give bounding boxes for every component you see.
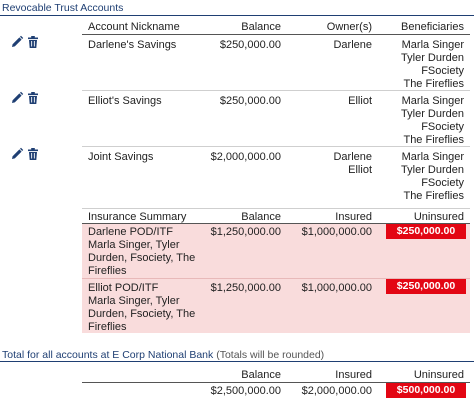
total-insured: $2,000,000.00 [301, 385, 372, 397]
summary-label-line: Darlene POD/ITF [88, 226, 173, 238]
account-beneficiaries [380, 39, 464, 91]
summary-label-line: Fireflies [88, 265, 127, 277]
trash-icon[interactable] [26, 147, 40, 161]
trash-icon[interactable] [26, 35, 40, 49]
header-total-insured: Insured [335, 369, 372, 381]
header-total-balance: Balance [241, 369, 281, 381]
beneficiary: FSociety [421, 177, 464, 189]
section-title-total [2, 349, 324, 361]
uninsured-badge: $250,000.00 [386, 224, 466, 239]
uninsured-badge: $250,000.00 [386, 279, 466, 294]
trash-icon[interactable] [26, 91, 40, 105]
beneficiary: The Fireflies [403, 134, 464, 146]
account-beneficiaries [380, 95, 464, 147]
section-divider [0, 361, 474, 362]
summary-insured: $1,000,000.00 [301, 282, 372, 294]
total-note: (Totals will be rounded) [216, 349, 325, 361]
pencil-icon[interactable] [10, 147, 24, 161]
header-summary-balance: Balance [241, 211, 281, 223]
total-title: Total for all accounts at E Corp National Bank [2, 349, 214, 361]
summary-label-line: Marla Singer, Tyler [88, 295, 180, 307]
row-divider [82, 146, 470, 147]
pencil-icon[interactable] [10, 35, 24, 49]
account-nickname: Darlene's Savings [88, 39, 177, 51]
header-uninsured: Uninsured [413, 211, 464, 223]
beneficiary: FSociety [421, 121, 464, 133]
beneficiary: Marla Singer [401, 39, 464, 51]
account-nickname: Elliot's Savings [88, 95, 162, 107]
account-balance: $2,000,000.00 [210, 151, 281, 163]
header-owners: Owner(s) [326, 21, 372, 33]
account-owners [290, 151, 372, 177]
account-owner: Darlene [333, 151, 372, 163]
beneficiary: FSociety [421, 65, 464, 77]
beneficiary: Marla Singer [401, 151, 464, 163]
summary-balance: $1,250,000.00 [210, 282, 281, 294]
summary-balance: $1,250,000.00 [210, 226, 281, 238]
beneficiary: The Fireflies [403, 78, 464, 90]
summary-label-line: Marla Singer, Tyler [88, 239, 180, 251]
header-total-uninsured: Uninsured [413, 369, 464, 381]
beneficiary: Tyler Durden [401, 52, 464, 64]
table-header-divider [82, 34, 470, 35]
account-balance: $250,000.00 [219, 95, 281, 107]
row-divider [82, 90, 470, 91]
summary-insured: $1,000,000.00 [301, 226, 372, 238]
section-title-revocable: Revocable Trust Accounts [2, 2, 124, 14]
pencil-icon[interactable] [10, 91, 24, 105]
beneficiary: Tyler Durden [401, 164, 464, 176]
section-divider [0, 15, 474, 16]
total-uninsured-badge: $500,000.00 [386, 383, 466, 398]
beneficiary: The Fireflies [403, 190, 464, 202]
account-nickname: Joint Savings [88, 151, 154, 163]
account-owner: Elliot [348, 164, 372, 176]
header-beneficiaries: Beneficiaries [401, 21, 464, 33]
beneficiary: Marla Singer [401, 95, 464, 107]
summary-top-divider [82, 208, 470, 209]
account-owner: Darlene [333, 39, 372, 51]
header-account-nickname: Account Nickname [88, 21, 180, 33]
header-balance: Balance [241, 21, 281, 33]
header-insurance-summary: Insurance Summary [88, 211, 187, 223]
account-owner: Elliot [348, 95, 372, 107]
summary-label-line: Fireflies [88, 321, 127, 333]
summary-label-line: Elliot POD/ITF [88, 282, 159, 294]
header-insured: Insured [335, 211, 372, 223]
account-balance: $250,000.00 [219, 39, 281, 51]
total-balance: $2,500,000.00 [210, 385, 281, 397]
summary-label-line: Durden, Fsociety, The [88, 252, 196, 264]
beneficiary: Tyler Durden [401, 108, 464, 120]
account-beneficiaries [380, 151, 464, 203]
summary-label-line: Durden, Fsociety, The [88, 308, 196, 320]
